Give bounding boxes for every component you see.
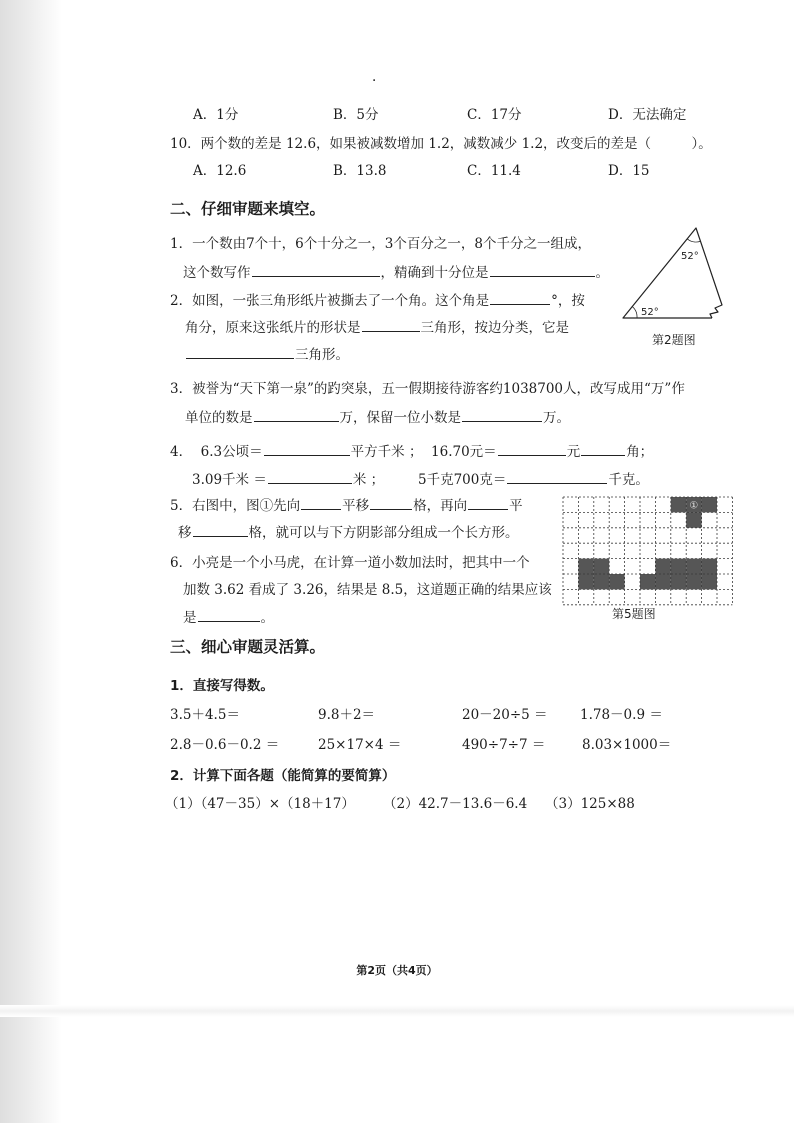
shaded-region-cell [671,574,686,589]
angle-arc-left [632,306,637,318]
s2-q4-line1 [170,442,653,461]
s2-q4-text: 3.09千米 ＝ [192,472,267,488]
s2-q1-line1: 1．一个数由7个十，6个十分之一，3个百分之一，8个千分之一组成， [170,236,591,252]
s2-q6-line1: 6．小亮是一个小马虎，在计算一道小数加法时，把其中一个 [170,555,530,571]
answer-blank [498,442,566,456]
shape-1-cell [671,497,686,512]
angle-label-left: 52° [641,307,659,318]
mental-math-item: 1.78－0.9 ＝ [580,707,663,723]
answer-blank [362,318,420,332]
s2-q5-line1 [170,496,523,515]
figure-2-caption: 第2题图 [652,333,696,347]
answer-blank [193,523,248,537]
s2-q3-line2 [185,408,570,427]
mental-math-item: 2.8－0.6－0.2 ＝ [170,737,280,753]
shaded-region-cell [609,574,624,589]
scan-shadow-bottom [0,1005,794,1017]
q10-option-c: C．11.4 [467,163,521,179]
shaded-region-cell [702,559,717,574]
s2-q2-line3 [185,345,349,364]
section-2-title: 二、仔细审题来填空。 [170,200,326,218]
q9-option-c: C．17分 [467,107,522,123]
shape-1-cell [686,512,701,527]
answer-blank [490,291,550,305]
s2-q3-text: 万，保留一位小数是 [339,410,461,426]
s2-q5-line2 [178,523,519,542]
s3-q2-title: 2．计算下面各题（能简算的要简算） [170,768,396,784]
s2-q2-text: 2．如图，一张三角形纸片被撕去了一个角。这个角是 [170,293,490,309]
shape-1-cell [702,497,717,512]
answer-blank [268,470,352,484]
s2-q2-line2 [185,318,569,337]
mental-math-item: 9.8＋2＝ [318,707,376,723]
s2-q4-text: 角； [626,444,654,460]
q9-option-a: A．1分 [193,107,239,123]
s2-q5-text: 平移 [342,498,370,514]
answer-blank [462,408,542,422]
q10-stem: 10．两个数的差是 12.6，如果被减数增加 1.2，减数减少 1.2，改变后的差是（ ）。 [170,136,712,152]
s2-q3-line1: 3．被誉为“天下第一泉”的趵突泉，五一假期接待游客约1038700人，改写成用“万”作 [170,381,685,397]
mental-math-item: 25×17×4 ＝ [318,737,402,753]
s2-q3-text: 万。 [543,410,570,426]
q9-option-d: D．无法确定 [608,107,687,123]
q10-option-d: D．15 [608,163,650,179]
s2-q5-text: 移 [178,525,192,541]
s2-q4-text: 平方千米 ； 16.70元＝ [350,444,497,460]
s2-q1-line2 [183,263,609,282]
calculation-item: （3）125×88 [545,796,635,812]
answer-blank [254,408,339,422]
shaded-region-cell [578,559,593,574]
answer-blank [468,496,508,510]
angle-label-top: 52° [681,251,699,262]
s2-q2-text: °，按 [551,293,585,309]
scan-shadow-left [0,0,62,1123]
shape-1-label: ① [689,500,699,512]
s2-q2-text: 三角形，按边分类，它是 [420,320,569,336]
section-3-title: 三、细心审题灵活算。 [170,638,326,656]
s2-q4-text: 4． 6.3公顷＝ [170,444,263,460]
answer-blank [581,442,625,456]
s2-q6-text: 。 [260,610,274,626]
s2-q4-text: 千克。 [608,472,649,488]
s2-q4-text: 元 [566,444,581,460]
shaded-region-cell [594,559,609,574]
answer-blank [198,608,260,622]
s2-q5-text: 平 [509,498,523,514]
answer-blank [301,496,341,510]
answer-blank [507,470,607,484]
figure-5-caption: 第5题图 [612,607,656,621]
s2-q5-text: 格，就可以与下方阴影部分组成一个长方形。 [248,525,519,541]
s2-q2-text: 角分，原来这张纸片的形状是 [185,320,361,336]
torn-triangle-figure [615,225,733,325]
page-number: 第2页（共4页） [356,964,438,977]
s2-q3-text: 单位的数是 [185,410,253,426]
s2-q4-line2-right [418,470,649,489]
shaded-region-cell [578,574,593,589]
calculation-item: （2）42.7－13.6－6.4 [383,796,528,812]
shaded-region-cell [686,559,701,574]
mental-math-item: 490÷7÷7 ＝ [462,737,546,753]
answer-blank [490,263,595,277]
s2-q2-text: 三角形。 [295,347,349,363]
s2-q4-text: 5千克700克＝ [418,472,507,488]
torn-triangle-outline [623,228,722,318]
answer-blank [370,496,412,510]
s2-q5-text: 格，再向 [413,498,468,514]
s2-q1-text: ，精确到十分位是 [380,265,489,281]
shaded-region-cell [686,574,701,589]
shaded-region-cell [655,574,670,589]
s2-q4-line2-left [192,470,384,489]
calculation-item: （1）（47－35）×（18＋17） [165,796,355,812]
shaded-region-cell [594,574,609,589]
s2-q6-line2: 加数 3.62 看成了 3.26，结果是 8.5，这道题正确的结果应该 [183,582,552,598]
shaded-region-cell [702,574,717,589]
mental-math-item: 3.5＋4.5＝ [170,707,240,723]
s2-q4-text: 米 ； [352,472,385,488]
mental-math-item: 20－20÷5 ＝ [462,707,548,723]
answer-blank [252,263,380,277]
s2-q1-text: 这个数写作 [183,265,251,281]
s2-q6-text: 是 [183,610,197,626]
s2-q1-text: 。 [595,265,609,281]
s2-q6-line3 [183,608,274,627]
scan-mark: · [372,73,377,89]
translation-grid-figure [563,497,733,605]
angle-arc-top [687,239,700,242]
q9-option-b: B．5分 [333,107,379,123]
shaded-region-cell [640,574,655,589]
s3-q1-title: 1．直接写得数。 [170,678,274,694]
answer-blank [264,442,350,456]
mental-math-item: 8.03×1000＝ [582,737,672,753]
s2-q5-text: 5．右图中，图①先向 [170,498,301,514]
q10-option-b: B．13.8 [333,163,387,179]
shaded-region-cell [655,559,670,574]
s2-q2-line1 [170,291,585,310]
shaded-region-cell [671,559,686,574]
answer-blank [186,345,294,359]
q10-option-a: A．12.6 [193,163,247,179]
